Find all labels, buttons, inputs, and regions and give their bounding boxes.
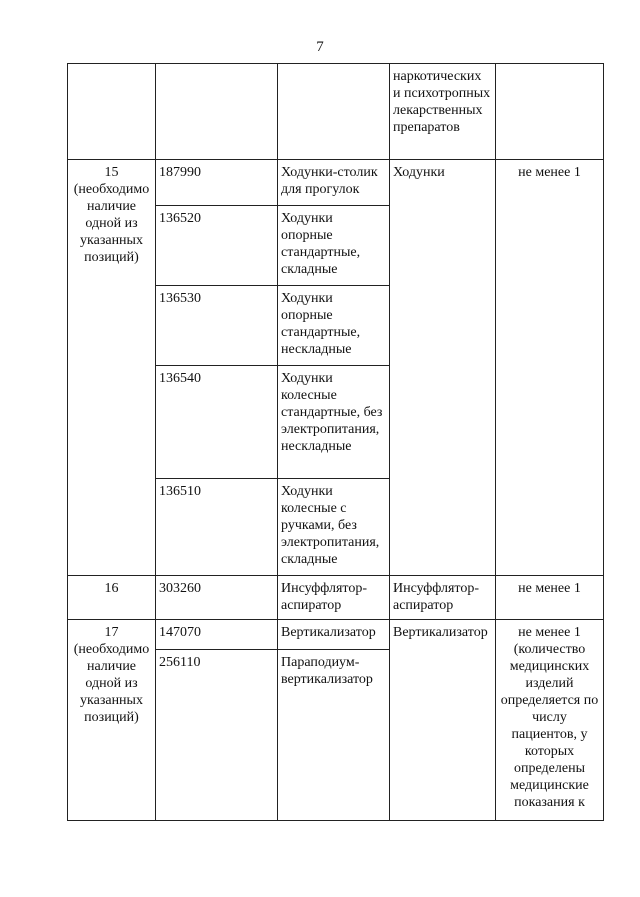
code-cell: 136530 (156, 286, 278, 366)
item-name-cell: Инсуффлятор-аспиратор (278, 576, 390, 620)
code-cell: 187990 (156, 160, 278, 206)
position-cell (68, 620, 156, 821)
page-number: 7 (316, 39, 324, 55)
item-name-cell: Ходунки колесные с ручками, без электропитания, складные (278, 479, 390, 576)
equipment-name-cell: Ходунки (390, 160, 496, 576)
item-name-cell: Ходунки колесные стандартные, без электропитания, нескладные (278, 366, 390, 479)
position-cell: 16 (68, 576, 156, 620)
table-row (68, 620, 604, 650)
code-cell: 136520 (156, 206, 278, 286)
position-cell (68, 64, 156, 160)
equipment-table (67, 63, 604, 821)
table-row (68, 576, 604, 620)
table-row-continuation (68, 64, 604, 160)
quantity-cell: не менее 1 (496, 576, 604, 620)
item-name-cell: Параподиум-вертикализатор (278, 650, 390, 821)
quantity-cell: не менее 1 (496, 160, 604, 576)
equipment-name-cell (390, 64, 496, 160)
item-name-cell: Ходунки-столик для прогулок (278, 160, 390, 206)
quantity-cell: не менее 1 (количество медицинских изделий определяется по числу пациентов, у которых определены медицинские показания к (496, 620, 604, 821)
code-cell: 303260 (156, 576, 278, 620)
item-name-cell: Ходунки опорные стандартные, складные (278, 206, 390, 286)
position-number: 17 (104, 625, 119, 640)
code-cell: 136540 (156, 366, 278, 479)
code-cell: 136510 (156, 479, 278, 576)
equipment-name-cell: Вертикализатор (390, 620, 496, 821)
code-cell: 256110 (156, 650, 278, 821)
item-name-cell (278, 64, 390, 160)
table-row (68, 160, 604, 206)
item-name-cell: Вертикализатор (278, 620, 390, 650)
position-note: (необходимо наличие одной из указанных позиций) (73, 642, 150, 725)
item-name-cell: Ходунки опорные стандартные, нескладные (278, 286, 390, 366)
code-cell: 147070 (156, 620, 278, 650)
code-cell (156, 64, 278, 160)
equipment-name-text: наркотических и психотропных лекарственных препаратов (393, 69, 491, 135)
position-note: (необходимо наличие одной из указанных позиций) (73, 182, 150, 265)
equipment-name-cell: Инсуффлятор-аспиратор (390, 576, 496, 620)
position-cell (68, 160, 156, 576)
position-number: 15 (104, 165, 119, 180)
quantity-cell (496, 64, 604, 160)
